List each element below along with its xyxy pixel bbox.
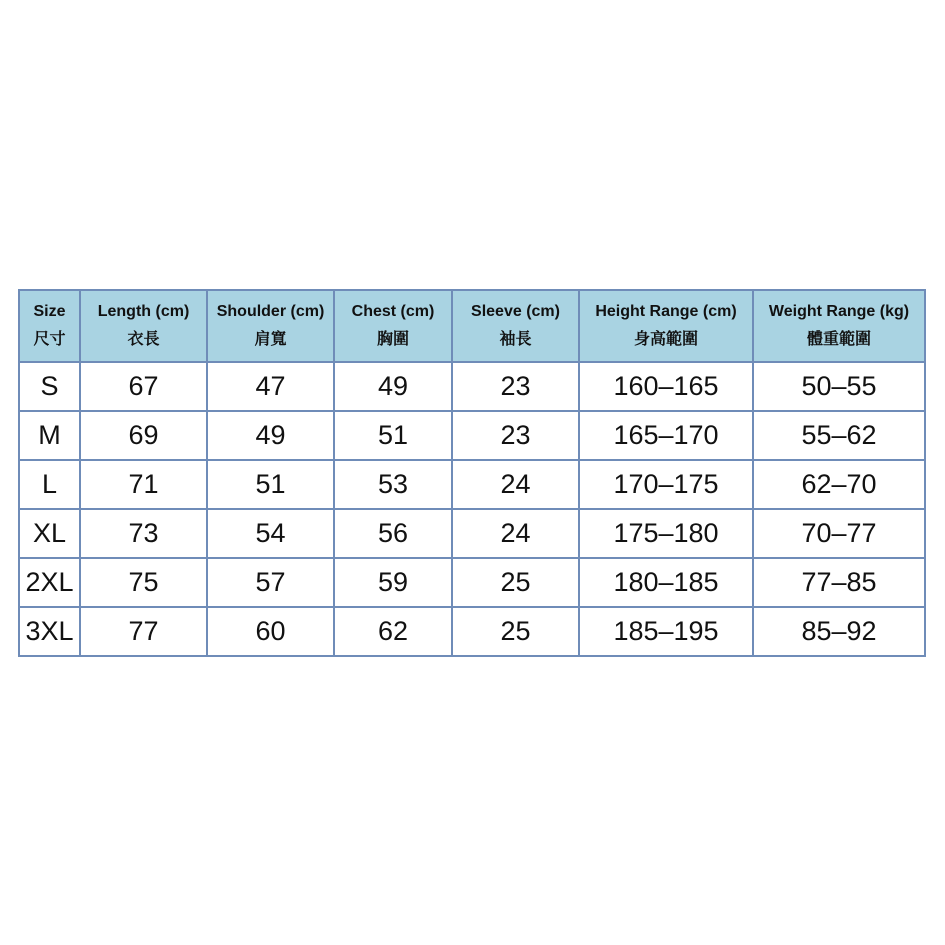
weight-range-cell: 85–92	[753, 607, 925, 656]
size-cell: 3XL	[19, 607, 80, 656]
weight-range-cell: 70–77	[753, 509, 925, 558]
height-range-cell: 180–185	[579, 558, 753, 607]
header-shoulder	[207, 290, 334, 362]
header-height-range	[579, 290, 753, 362]
table-row	[19, 558, 925, 607]
shoulder-cell: 51	[207, 460, 334, 509]
sleeve-cell: 24	[452, 460, 579, 509]
chest-cell: 59	[334, 558, 452, 607]
header-length	[80, 290, 207, 362]
height-range-cell: 170–175	[579, 460, 753, 509]
header-weight-range-en: Weight Range (kg)	[768, 303, 910, 320]
header-sleeve-zh: 袖長	[499, 331, 532, 348]
weight-range-cell: 55–62	[753, 411, 925, 460]
shoulder-cell: 57	[207, 558, 334, 607]
table-row	[19, 607, 925, 656]
header-chest	[334, 290, 452, 362]
size-chart-table	[18, 289, 926, 657]
weight-range-cell: 62–70	[753, 460, 925, 509]
header-length-zh: 衣長	[127, 331, 160, 348]
length-cell: 77	[80, 607, 207, 656]
chest-cell: 53	[334, 460, 452, 509]
length-cell: 73	[80, 509, 207, 558]
table-row	[19, 460, 925, 509]
sleeve-cell: 23	[452, 362, 579, 411]
sleeve-cell: 25	[452, 607, 579, 656]
size-cell: XL	[19, 509, 80, 558]
header-size-zh: 尺寸	[33, 331, 66, 348]
length-cell: 67	[80, 362, 207, 411]
header-sleeve-en: Sleeve (cm)	[471, 303, 560, 320]
size-cell: S	[19, 362, 80, 411]
sleeve-cell: 24	[452, 509, 579, 558]
table-row	[19, 509, 925, 558]
header-height-range-en: Height Range (cm)	[595, 303, 737, 320]
length-cell: 75	[80, 558, 207, 607]
size-cell: 2XL	[19, 558, 80, 607]
height-range-cell: 175–180	[579, 509, 753, 558]
height-range-cell: 185–195	[579, 607, 753, 656]
size-cell: M	[19, 411, 80, 460]
header-shoulder-zh: 肩寬	[254, 331, 287, 348]
header-height-range-zh: 身高範圍	[633, 331, 698, 348]
weight-range-cell: 77–85	[753, 558, 925, 607]
sleeve-cell: 25	[452, 558, 579, 607]
size-cell: L	[19, 460, 80, 509]
height-range-cell: 165–170	[579, 411, 753, 460]
header-sleeve	[452, 290, 579, 362]
length-cell: 69	[80, 411, 207, 460]
header-length-en: Length (cm)	[97, 303, 190, 320]
chest-cell: 62	[334, 607, 452, 656]
shoulder-cell: 54	[207, 509, 334, 558]
header-size-en: Size	[33, 303, 66, 320]
header-chest-en: Chest (cm)	[351, 303, 435, 320]
header-chest-zh: 胸圍	[376, 331, 409, 348]
shoulder-cell: 49	[207, 411, 334, 460]
weight-range-cell: 50–55	[753, 362, 925, 411]
header-shoulder-en: Shoulder (cm)	[216, 303, 325, 320]
header-size	[19, 290, 80, 362]
length-cell: 71	[80, 460, 207, 509]
table-row	[19, 362, 925, 411]
header-row	[19, 290, 925, 362]
header-weight-range	[753, 290, 925, 362]
sleeve-cell: 23	[452, 411, 579, 460]
shoulder-cell: 60	[207, 607, 334, 656]
shoulder-cell: 47	[207, 362, 334, 411]
header-weight-range-zh: 體重範圍	[806, 331, 871, 348]
table-row	[19, 411, 925, 460]
height-range-cell: 160–165	[579, 362, 753, 411]
chest-cell: 51	[334, 411, 452, 460]
chest-cell: 56	[334, 509, 452, 558]
chest-cell: 49	[334, 362, 452, 411]
